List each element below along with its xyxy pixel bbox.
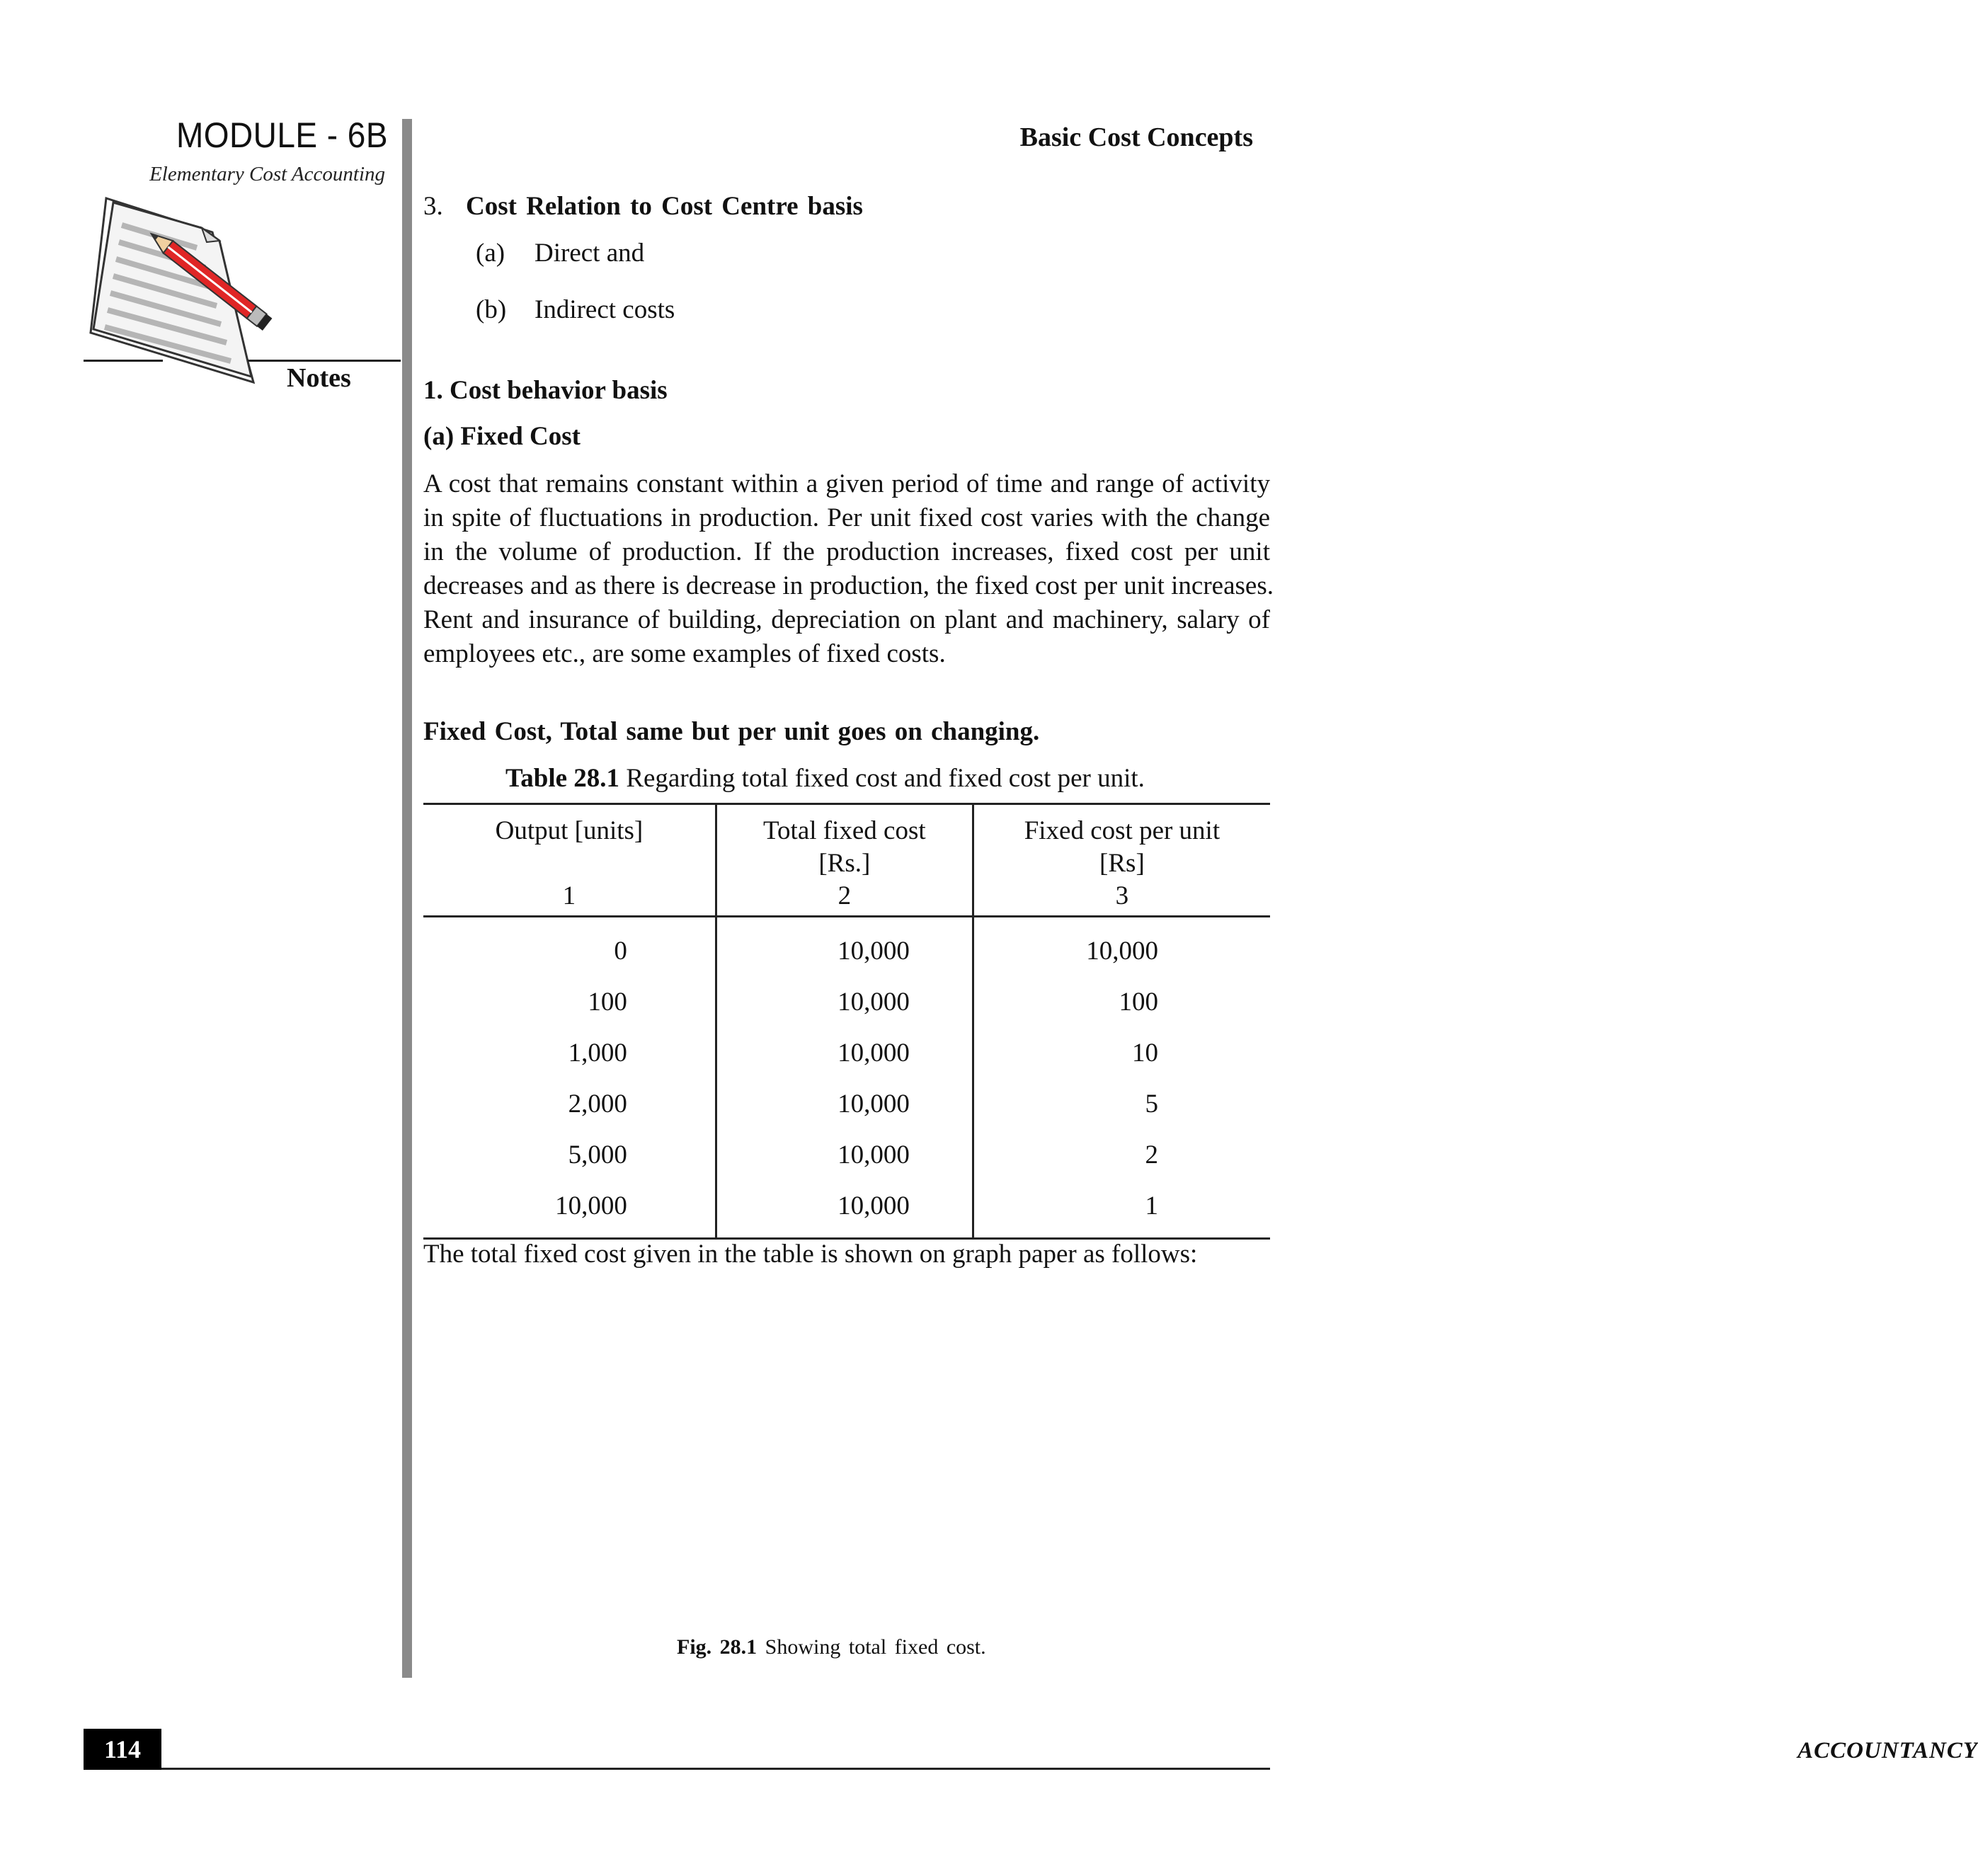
table-cell: 1	[973, 1181, 1270, 1239]
paragraph-line: decreases and as there is decrease in production, the fixed cost per unit increases.	[423, 571, 1274, 600]
header-line: [Rs]	[1099, 849, 1145, 878]
header-line: Output [units]	[495, 816, 644, 845]
module-title: MODULE - 6B	[176, 115, 388, 155]
header-col-number: 1	[562, 881, 576, 910]
graph-note: The total fixed cost given in the table is shown on graph paper as follows:	[423, 1240, 1198, 1269]
table-cell: 10,000	[716, 977, 973, 1028]
paragraph-line: in spite of fluctuations in production. Per unit fixed cost varies with the change	[423, 503, 1270, 532]
section-number: 3.	[423, 192, 443, 221]
table-caption-label: Table 28.1	[505, 764, 620, 793]
table-cell: 10,000	[716, 917, 973, 978]
table-cell: 10	[1132, 1039, 1158, 1068]
table-cell: 2,000	[423, 1079, 716, 1130]
figure-label: Fig. 28.1	[677, 1635, 758, 1659]
table-row	[423, 917, 1270, 978]
fixed-cost-note: Fixed Cost, Total same but per unit goes on changing.	[423, 717, 1040, 746]
figure-caption	[677, 1635, 986, 1659]
table-cell: 5,000	[423, 1130, 716, 1181]
list-item-label: (a)	[476, 239, 505, 268]
table-cell: 0	[423, 917, 716, 978]
heading-cost-behavior: 1. Cost behavior basis	[423, 376, 668, 405]
margin-divider	[402, 119, 412, 1678]
table-row	[423, 1130, 1270, 1181]
fixed-cost-table	[423, 803, 1270, 1240]
table-cell: 10,000	[716, 1130, 973, 1181]
header-col-number: 2	[837, 881, 852, 910]
header-line: [Rs.]	[818, 849, 871, 878]
heading-fixed-cost: (a) Fixed Cost	[423, 422, 581, 451]
table-cell: 10,000	[1086, 937, 1158, 966]
list-item-text: Direct and	[534, 239, 645, 268]
section-title: Cost Relation to Cost Centre basis	[466, 192, 863, 221]
header-line: Fixed cost per unit	[1024, 816, 1220, 845]
table-cell: 10,000	[423, 1181, 716, 1239]
notes-pencil-icon	[78, 191, 283, 393]
table-cell: 1,000	[423, 1028, 716, 1079]
table-row	[423, 977, 1270, 1028]
table-cell: 10,000	[716, 1079, 973, 1130]
footer-rule	[161, 1768, 1270, 1770]
header-col-number: 3	[1115, 881, 1129, 910]
figure-text: Showing total fixed cost.	[757, 1635, 986, 1659]
module-subtitle: Elementary Cost Accounting	[149, 163, 385, 185]
table-header-cell	[716, 804, 973, 917]
paragraph-line: employees etc., are some examples of fixed costs.	[423, 639, 946, 668]
table-header-cell	[973, 804, 1270, 917]
table-header-cell	[423, 804, 716, 917]
table-row	[423, 1181, 1270, 1239]
paragraph-line: Rent and insurance of building, depreciation on plant and machinery, salary of	[423, 605, 1270, 634]
list-item-label: (b)	[476, 295, 507, 324]
table-cell: 10,000	[716, 1028, 973, 1079]
sidebar-rule	[84, 360, 163, 362]
paragraph-line: A cost that remains constant within a given period of time and range of activity	[423, 469, 1270, 498]
header-line	[423, 847, 715, 880]
table-row	[423, 1028, 1270, 1079]
table-caption	[505, 763, 1145, 794]
page-number: 114	[84, 1729, 161, 1770]
paragraph-line: in the volume of production. If the production increases, fixed cost per unit	[423, 537, 1270, 566]
table-caption-text: Regarding total fixed cost and fixed cost per unit.	[619, 764, 1145, 793]
table-cell: 100	[1119, 988, 1158, 1017]
sidebar-rule	[248, 360, 401, 362]
running-head: Basic Cost Concepts	[1019, 122, 1253, 152]
header-line: Total fixed cost	[763, 816, 926, 845]
table-row	[423, 1079, 1270, 1130]
footer-subject: ACCOUNTANCY	[1797, 1738, 1978, 1763]
table-cell: 5	[1145, 1089, 1158, 1119]
table-cell: 100	[423, 977, 716, 1028]
table-cell: 10,000	[716, 1181, 973, 1239]
list-item-text: Indirect costs	[534, 295, 675, 324]
notes-label: Notes	[287, 363, 351, 393]
fixed-cost-paragraph	[423, 467, 1274, 671]
table-cell: 2	[1145, 1140, 1158, 1169]
